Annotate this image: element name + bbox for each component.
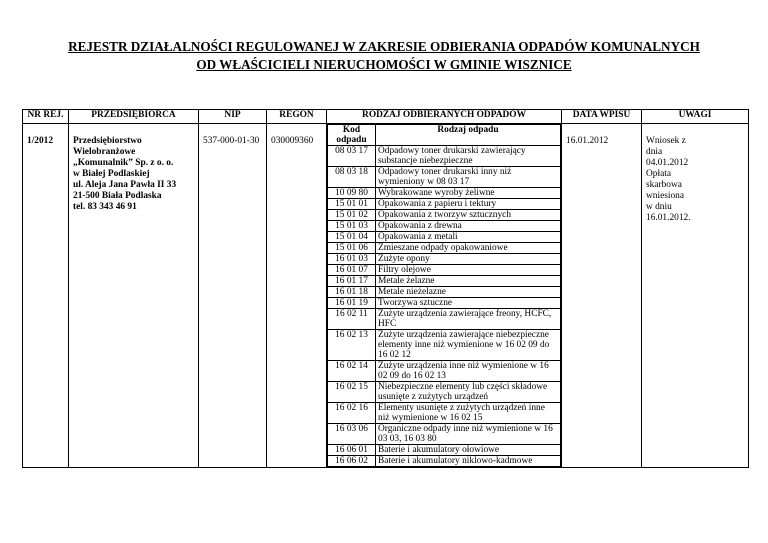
- entry-przedsiebiorca: [69, 124, 199, 468]
- entry-data-wpisu: 16.01.2012: [562, 124, 642, 468]
- przedsiebiorca-line: „Komunalnik” Sp. z o. o.: [73, 158, 174, 168]
- waste-row: [328, 361, 561, 382]
- waste-description: Odpadowy toner drukarski zawierający substancje niebezpieczne: [376, 146, 561, 167]
- waste-description: Opakowania z metali: [376, 232, 561, 243]
- waste-row: [328, 221, 561, 232]
- uwagi-line: dnia: [646, 147, 663, 157]
- waste-row: [328, 254, 561, 265]
- uwagi-line: w dniu: [646, 202, 672, 212]
- uwagi-line: Opłata: [646, 169, 671, 179]
- waste-row: [328, 199, 561, 210]
- uwagi-line: skarbowa: [646, 180, 682, 190]
- header-regon: REGON: [267, 110, 327, 124]
- waste-row: [328, 403, 561, 424]
- waste-description: Baterie i akumulatory ołowiowe: [376, 445, 561, 456]
- waste-description: Opakowania z tworzyw sztucznych: [376, 210, 561, 221]
- entry-rodzaj-odpadow: [327, 124, 562, 468]
- waste-description: Zużyte urządzenia zawierające freony, HCFC, HFC: [376, 309, 561, 330]
- waste-row: [328, 424, 561, 445]
- przedsiebiorca-line: ul. Aleja Jana Pawła II 33: [73, 180, 177, 190]
- header-rodzaj-odpadu: Rodzaj odpadu: [376, 125, 561, 146]
- uwagi-line: 04.01.2012: [646, 158, 689, 168]
- header-uwagi: UWAGI: [642, 110, 749, 124]
- waste-header-row: [328, 125, 561, 146]
- header-rodzaj: RODZAJ ODBIERANYCH ODPADÓW: [327, 110, 562, 124]
- waste-code: 16 01 19: [328, 298, 376, 309]
- waste-row: [328, 287, 561, 298]
- waste-row: [328, 445, 561, 456]
- waste-row: [328, 298, 561, 309]
- waste-description: Zużyte opony: [376, 254, 561, 265]
- waste-row: [328, 243, 561, 254]
- waste-code: 15 01 03: [328, 221, 376, 232]
- waste-code: 16 02 13: [328, 330, 376, 361]
- waste-code: 16 02 14: [328, 361, 376, 382]
- waste-code: 16 01 07: [328, 265, 376, 276]
- waste-code: 10 09 80: [328, 188, 376, 199]
- waste-code: 15 01 02: [328, 210, 376, 221]
- waste-row: [328, 146, 561, 167]
- waste-description: Tworzywa sztuczne: [376, 298, 561, 309]
- przedsiebiorca-line: Wielobranżowe: [73, 147, 136, 157]
- waste-description: Opakowania z papieru i tektury: [376, 199, 561, 210]
- waste-row: [328, 276, 561, 287]
- waste-description: Zużyte urządzenia inne niż wymienione w 16 02 09 do 16 02 13: [376, 361, 561, 382]
- header-nip: NIP: [199, 110, 267, 124]
- uwagi-line: 16.01.2012.: [646, 213, 691, 223]
- waste-row: [328, 265, 561, 276]
- waste-description: Metale nieżelazne: [376, 287, 561, 298]
- waste-code: 16 06 01: [328, 445, 376, 456]
- entry-row: [23, 124, 749, 468]
- register-table: [22, 109, 749, 468]
- waste-description: Niebezpieczne elementy lub części składowe usunięte z zużytych urządzeń: [376, 382, 561, 403]
- header-przedsiebiorca: PRZEDSIĘBIORCA: [69, 110, 199, 124]
- header-nr: NR REJ.: [23, 110, 69, 124]
- header-row: [23, 110, 749, 124]
- waste-row: [328, 309, 561, 330]
- waste-code: 16 02 16: [328, 403, 376, 424]
- document-title-line-1: REJESTR DZIAŁALNOŚCI REGULOWANEJ W ZAKRESIE ODBIERANIA ODPADÓW KOMUNALNYCH: [68, 39, 700, 54]
- waste-row: [328, 188, 561, 199]
- waste-code: 16 02 11: [328, 309, 376, 330]
- waste-code: 15 01 06: [328, 243, 376, 254]
- waste-description: Metale żelazne: [376, 276, 561, 287]
- waste-code: 16 03 06: [328, 424, 376, 445]
- entry-nip: 537-000-01-30: [199, 124, 267, 468]
- waste-row: [328, 330, 561, 361]
- header-kod-odpadu: Kod odpadu: [328, 125, 376, 146]
- waste-code: 15 01 01: [328, 199, 376, 210]
- uwagi-line: wniesiona: [646, 191, 685, 201]
- waste-description: Organiczne odpady inne niż wymienione w 16 03 03, 16 03 80: [376, 424, 561, 445]
- waste-description: Elementy usunięte z zużytych urządzeń inne niż wymienione w 16 02 15: [376, 403, 561, 424]
- waste-row: [328, 232, 561, 243]
- waste-description: Baterie i akumulatory niklowo-kadmowe: [376, 456, 561, 467]
- przedsiebiorca-line: w Białej Podlaskiej: [73, 169, 150, 179]
- waste-description: Opakowania z drewna: [376, 221, 561, 232]
- waste-code: 16 02 15: [328, 382, 376, 403]
- waste-code: 15 01 04: [328, 232, 376, 243]
- przedsiebiorca-line: Przedsiębiorstwo: [73, 136, 142, 146]
- waste-row: [328, 210, 561, 221]
- waste-code: 16 01 17: [328, 276, 376, 287]
- waste-code: 08 03 18: [328, 167, 376, 188]
- document-title-line-2: OD WŁAŚCICIELI NIERUCHOMOŚCI W GMINIE WISZNICE: [196, 57, 572, 72]
- waste-table: [327, 124, 561, 467]
- waste-body: [328, 146, 561, 467]
- waste-row: [328, 382, 561, 403]
- waste-description: Zużyte urządzenia zawierające niebezpieczne elementy inne niż wymienione w 16 02 09 do 16 02 12: [376, 330, 561, 361]
- waste-code: 16 01 03: [328, 254, 376, 265]
- waste-row: [328, 167, 561, 188]
- waste-description: Filtry olejowe: [376, 265, 561, 276]
- przedsiebiorca-line: tel. 83 343 46 91: [73, 202, 137, 212]
- waste-code: 16 01 18: [328, 287, 376, 298]
- waste-code: 16 06 02: [328, 456, 376, 467]
- entry-regon: 030009360: [267, 124, 327, 468]
- waste-description: Wybrakowane wyroby żeliwne: [376, 188, 561, 199]
- przedsiebiorca-line: 21-500 Biała Podlaska: [73, 191, 162, 201]
- waste-description: Odpadowy toner drukarski inny niż wymieniony w 08 03 17: [376, 167, 561, 188]
- entry-uwagi: [642, 124, 749, 468]
- waste-row: [328, 456, 561, 467]
- entry-nr: 1/2012: [23, 124, 69, 468]
- waste-description: Zmieszane odpady opakowaniowe: [376, 243, 561, 254]
- header-data-wpisu: DATA WPISU: [562, 110, 642, 124]
- uwagi-line: Wniosek z: [646, 136, 686, 146]
- waste-code: 08 03 17: [328, 146, 376, 167]
